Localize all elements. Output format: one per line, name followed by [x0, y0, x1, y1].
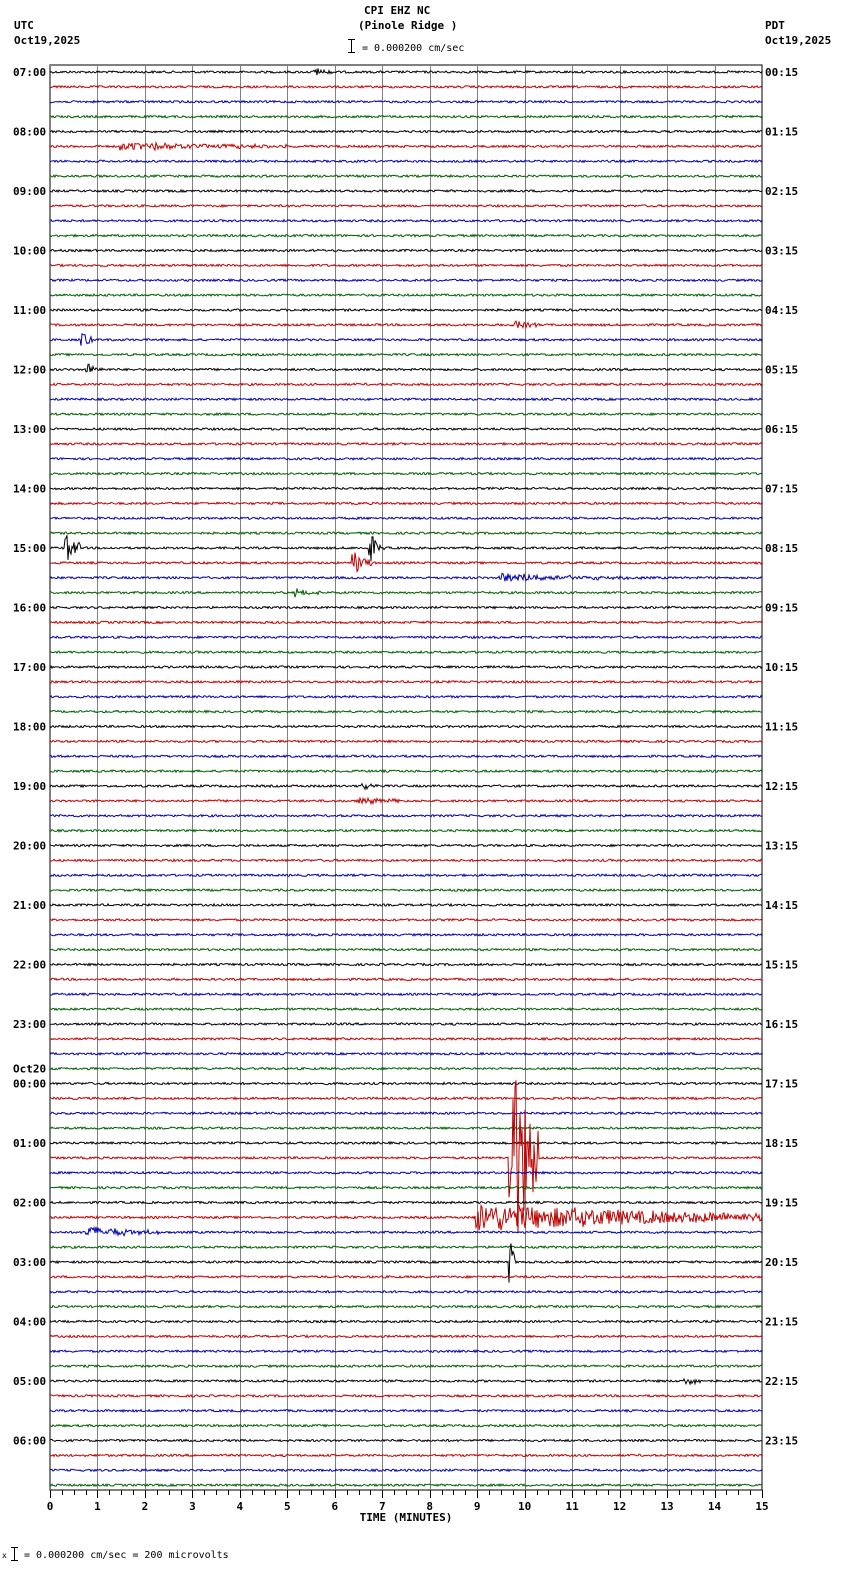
utc-hour-label: 21:00: [13, 899, 47, 912]
trace-line: [50, 1335, 762, 1337]
trace-line: [50, 383, 762, 385]
trace-line: [50, 86, 762, 88]
utc-hour-label: 12:00: [13, 363, 47, 377]
utc-hour-label: 17:00: [13, 661, 47, 674]
trace-line: [50, 294, 762, 296]
trace-line: [50, 130, 762, 132]
trace-line: [50, 354, 762, 356]
pdt-hour-label: 00:15: [765, 66, 799, 79]
trace-line: [50, 364, 762, 372]
x-tick-label: 3: [189, 1500, 196, 1513]
pdt-hour-label: 19:15: [765, 1196, 799, 1210]
trace-line: [50, 934, 762, 936]
pdt-hour-label: 02:15: [765, 185, 799, 198]
x-tick-label: 10: [518, 1500, 532, 1513]
x-tick-label: 14: [707, 1500, 722, 1513]
utc-hour-label: 03:00: [13, 1256, 47, 1269]
utc-hour-label: 19:00: [13, 780, 47, 793]
trace-line: [50, 517, 762, 519]
utc-hour-label: 02:00: [13, 1196, 47, 1210]
x-tick-label: 0: [46, 1500, 54, 1513]
utc-hour-label: 14:00: [13, 482, 47, 496]
x-tick-label: 12: [612, 1500, 627, 1513]
trace-line: [50, 398, 762, 400]
x-axis-title: TIME (MINUTES): [359, 1511, 453, 1524]
trace-line: [50, 1395, 762, 1397]
trace-line: [50, 725, 762, 727]
trace-line: [50, 553, 762, 572]
trace-line: [50, 859, 762, 861]
scale-text: = 0.000200 cm/sec: [362, 43, 465, 54]
trace-line: [50, 711, 762, 713]
utc-hour-label: 00:00: [13, 1077, 47, 1091]
trace-line: [50, 621, 762, 623]
right-timezone: PDT: [765, 19, 785, 32]
trace-line: [50, 889, 762, 891]
pdt-hour-label: 20:15: [765, 1256, 799, 1269]
trace-line: [50, 1469, 762, 1471]
pdt-hour-label: 07:15: [765, 482, 799, 496]
x-tick-label: 9: [473, 1500, 481, 1513]
trace-line: [50, 264, 762, 266]
utc-hour-label: 15:00: [13, 542, 47, 555]
pdt-hour-label: 06:15: [765, 423, 799, 436]
trace-line: [50, 696, 762, 698]
trace-line: [50, 589, 762, 598]
x-tick-label: 5: [284, 1500, 291, 1513]
date-change-label: Oct20: [13, 1062, 47, 1076]
trace-line: [50, 770, 762, 772]
trace-line: [50, 279, 762, 281]
pdt-hour-label: 22:15: [765, 1375, 799, 1388]
trace-line: [50, 1112, 762, 1114]
x-tick-label: 8: [426, 1500, 434, 1513]
left-date: Oct19,2025: [14, 34, 81, 47]
utc-hour-label: 16:00: [13, 601, 47, 615]
pdt-hour-label: 01:15: [765, 125, 799, 139]
trace-line: [50, 443, 762, 445]
pdt-hour-label: 18:15: [765, 1137, 799, 1150]
utc-hour-label: 11:00: [13, 304, 47, 317]
trace-line: [50, 1082, 762, 1084]
utc-hour-label: 18:00: [13, 720, 47, 734]
trace-line: [50, 321, 762, 328]
utc-hour-label: 05:00: [13, 1375, 47, 1388]
x-tick-label: 1: [94, 1500, 101, 1513]
trace-line: [50, 844, 762, 846]
trace-line: [50, 573, 762, 581]
trace-line: [50, 740, 762, 742]
site-name: (Pinole Ridge ): [358, 19, 458, 32]
trace-line: [50, 1365, 762, 1367]
pdt-hour-label: 08:15: [765, 542, 799, 555]
trace-line: [50, 830, 762, 832]
trace-line: [50, 949, 762, 951]
utc-hour-label: 22:00: [13, 958, 47, 972]
trace-line: [50, 1038, 762, 1040]
pdt-hour-label: 14:15: [765, 899, 799, 912]
trace-line: [50, 1227, 762, 1236]
x-tick-label: 11: [565, 1500, 579, 1513]
left-timezone: UTC: [14, 19, 34, 32]
trace-line: [50, 1425, 762, 1427]
utc-hour-label: 07:00: [13, 66, 47, 79]
trace-line: [50, 651, 762, 653]
trace-line: [50, 428, 762, 430]
trace-line: [50, 502, 762, 504]
trace-line: [50, 1008, 762, 1010]
trace-line: [50, 963, 762, 965]
trace-line: [50, 919, 762, 921]
utc-hour-label: 01:00: [13, 1137, 47, 1150]
trace-line: [50, 413, 762, 415]
trace-line: [50, 978, 762, 980]
trace-line: [50, 334, 762, 346]
trace-line: [50, 1053, 762, 1055]
trace-line: [50, 1350, 762, 1352]
trace-line: [50, 101, 762, 103]
trace-line: [50, 1454, 762, 1456]
trace-line: [50, 606, 762, 608]
trace-line: [50, 1246, 762, 1248]
trace-line: [50, 1080, 762, 1233]
pdt-hour-label: 12:15: [765, 780, 799, 793]
utc-hour-label: 10:00: [13, 244, 47, 258]
trace-line: [50, 1306, 762, 1308]
trace-line: [50, 993, 762, 995]
x-tick-label: 15: [755, 1500, 769, 1513]
trace-line: [50, 1205, 762, 1230]
utc-hour-label: 09:00: [13, 185, 47, 198]
trace-line: [50, 1410, 762, 1412]
trace-line: [50, 309, 762, 311]
trace-line: [50, 205, 762, 207]
pdt-hour-label: 16:15: [765, 1018, 799, 1031]
trace-line: [50, 1023, 762, 1025]
trace-line: [50, 666, 762, 668]
pdt-hour-label: 11:15: [765, 720, 799, 734]
trace-line: [50, 487, 762, 489]
trace-line: [50, 1127, 762, 1129]
pdt-hour-label: 21:15: [765, 1315, 799, 1329]
trace-line: [50, 68, 762, 75]
trace-line: [50, 175, 762, 177]
right-date: Oct19,2025: [765, 34, 832, 47]
trace-line: [50, 1142, 762, 1144]
utc-hour-label: 13:00: [13, 423, 47, 436]
utc-hour-label: 08:00: [13, 125, 47, 139]
trace-line: [50, 1097, 762, 1099]
footer-marker: x: [2, 1551, 7, 1560]
trace-line: [50, 1484, 762, 1486]
x-tick-label: 2: [141, 1500, 149, 1513]
trace-line: [50, 190, 762, 192]
utc-hour-label: 20:00: [13, 839, 47, 853]
trace-line: [50, 1379, 762, 1384]
x-tick-label: 13: [660, 1500, 674, 1513]
trace-line: [50, 1201, 762, 1203]
trace-line: [50, 535, 762, 561]
trace-line: [50, 235, 762, 237]
trace-line: [50, 532, 762, 534]
x-tick-label: 6: [331, 1500, 339, 1513]
pdt-hour-label: 03:15: [765, 244, 799, 258]
trace-line: [50, 1439, 762, 1441]
trace-line: [50, 249, 762, 251]
trace-line: [50, 1291, 762, 1293]
pdt-hour-label: 13:15: [765, 839, 799, 853]
trace-line: [50, 1320, 762, 1322]
utc-hour-label: 06:00: [13, 1434, 47, 1448]
pdt-hour-label: 05:15: [765, 363, 799, 377]
trace-line: [50, 1068, 762, 1070]
trace-line: [50, 798, 762, 804]
trace-line: [50, 1172, 762, 1174]
trace-line: [50, 458, 762, 460]
pdt-hour-label: 04:15: [765, 304, 799, 317]
utc-hour-label: 04:00: [13, 1315, 47, 1329]
footer-scale-text: = 0.000200 cm/sec = 200 microvolts: [24, 1550, 229, 1561]
trace-line: [50, 1276, 762, 1278]
trace-line: [50, 116, 762, 118]
x-tick-label: 4: [236, 1500, 244, 1513]
trace-line: [50, 784, 762, 790]
trace-line: [50, 904, 762, 906]
trace-line: [50, 160, 762, 162]
trace-line: [50, 636, 762, 638]
trace-line: [50, 755, 762, 757]
trace-line: [50, 815, 762, 817]
x-tick-label: 7: [378, 1500, 386, 1513]
pdt-hour-label: 09:15: [765, 601, 799, 615]
utc-hour-label: 23:00: [13, 1018, 47, 1031]
trace-line: [50, 681, 762, 683]
footer-scale-icon: [11, 1547, 19, 1561]
pdt-hour-label: 10:15: [765, 661, 799, 674]
trace-line: [50, 1187, 762, 1189]
trace-line: [50, 220, 762, 222]
trace-line: [50, 874, 762, 876]
trace-line: [50, 473, 762, 475]
pdt-hour-label: 23:15: [765, 1434, 799, 1448]
pdt-hour-label: 17:15: [765, 1077, 799, 1091]
trace-line: [50, 143, 762, 151]
station-title: CPI EHZ NC: [364, 4, 431, 17]
pdt-hour-label: 15:15: [765, 958, 799, 972]
